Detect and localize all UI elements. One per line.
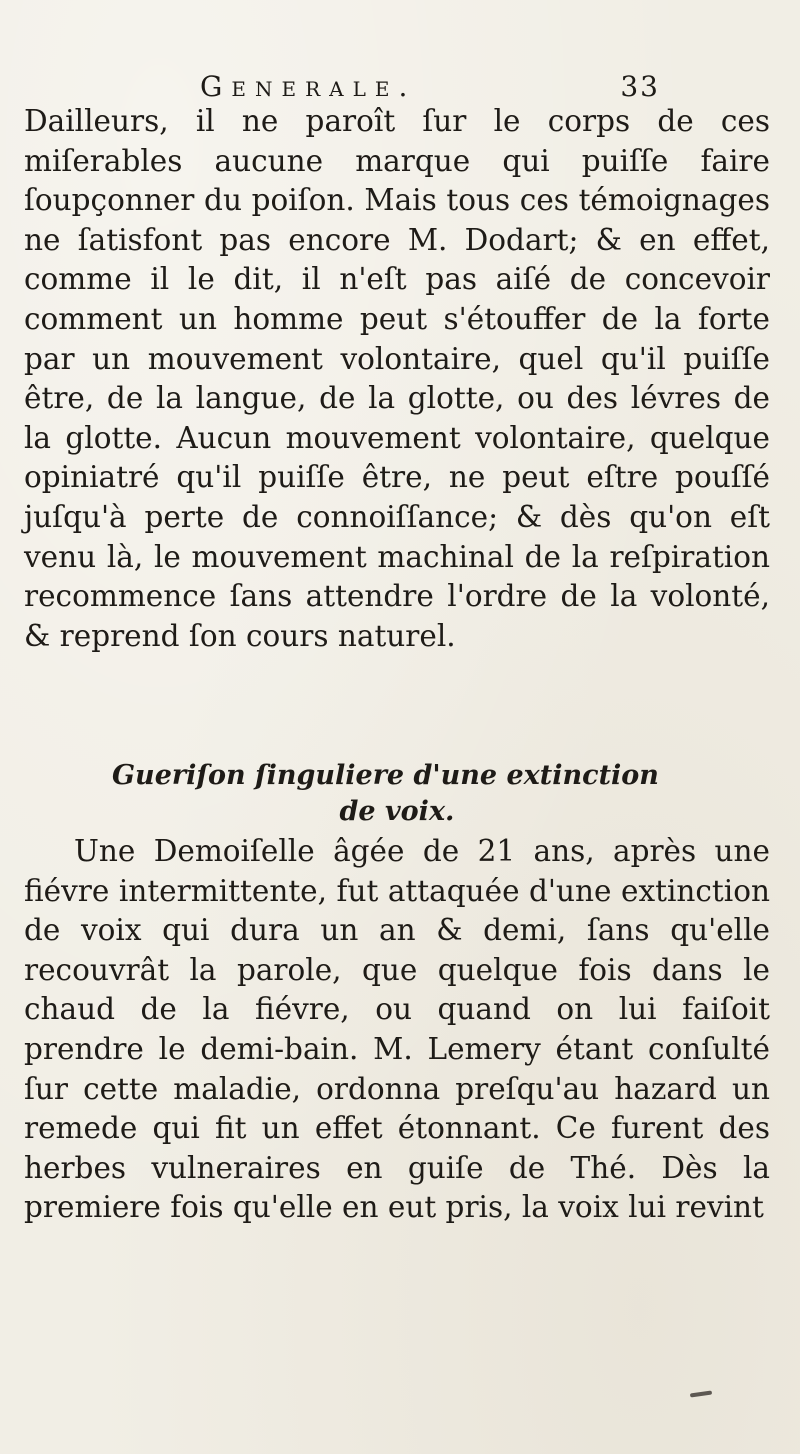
paragraph-extinction-de-voix: Une Demoiſelle âgée de 21 ans, après une fiévre intermittente, fut attaquée d'une extinction de voix qui dura un an & demi, ſans qu'elle recouvrât la parole, que quelque fois dans le chaud de la fiévre, ou quand on lui faiſoit prendre le demi-bain. M. Lemery étant conſulté ſur cette maladie, ordonna preſqu'au hazard un remede qui fit un effet étonnant. Ce furent des herbes vulneraires en guiſe de Thé. Dès la premiere fois qu'elle en eut pris, la voix lui revint (24, 834, 770, 1225)
running-title: Generale. (200, 70, 417, 103)
section-heading-line-2: de voix. (339, 796, 455, 827)
section-heading-line-1: Gueriſon ſinguliere d'une extinction (112, 760, 659, 791)
ink-speck (690, 1390, 712, 1397)
paragraph-dodart: Dailleurs, il ne paroît ſur le corps de ces miſerables aucune marque qui puiſſe faire ſoupçonner du poiſon. Mais tous ces témoignages ne ſatisfont pas encore M. Dodart; & en effet, comme il le dit, il n'eſt pas aiſé de concevoir comment un homme peut s'étouffer de la forte par un mouvement volontaire, quel qu'il puiſſe être, de la langue, de la glotte, ou des lévres de la glotte. Aucun mouvement volontaire, quelque opiniatré qu'il puiſſe être, ne peut eſtre pouſſé juſqu'à perte de connoiſſance; & dès qu'on eſt venu là, le mouvement machinal de la reſpiration recommence ſans attendre l'ordre de la volonté, & reprend ſon cours naturel. (24, 104, 770, 653)
page-number: 33 (620, 70, 660, 103)
section-heading (24, 758, 770, 830)
